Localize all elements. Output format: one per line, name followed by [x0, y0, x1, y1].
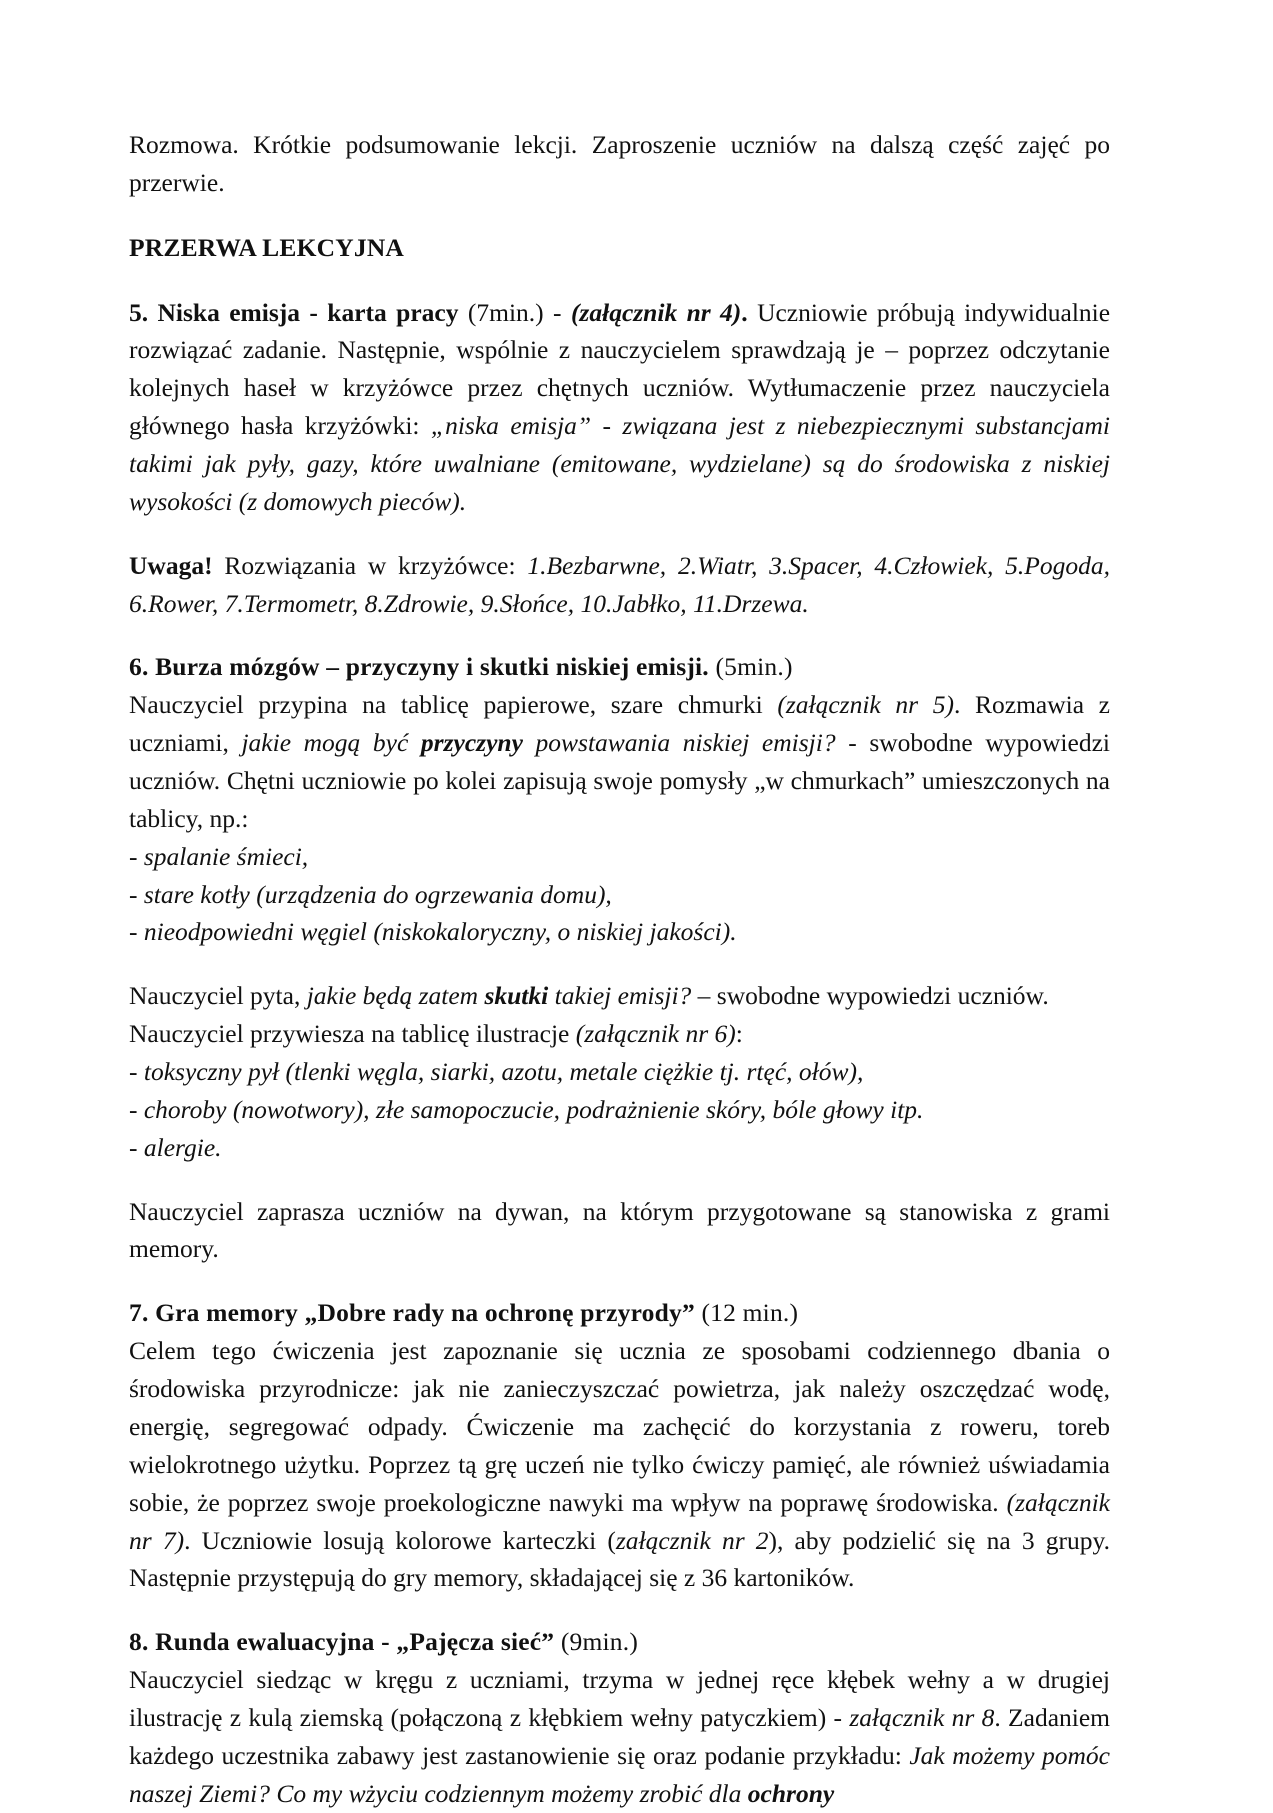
note-answers: 1.Bezbarwne, 2.Wiatr, 3.Spacer, 4.Człowiek, 5.Pogoda, 6.Rower, 7.Termometr, 8.Zdrowie, 9.Słońce, 10.Jabłko, 11.Drzewa. — [129, 550, 1110, 618]
section-6-p2-a: Nauczyciel pyta, — [129, 981, 307, 1011]
section-6-question-b: powstawania niskiej emisji? — [522, 728, 836, 758]
section-7-body-c: ), aby podzielić się na 3 grupy. Następnie przystępują do gry memory, składającej się z 36 kartoników. — [129, 1525, 1111, 1593]
section-5-duration: (7min.) — [467, 297, 544, 327]
section-8-title: 8. Runda ewaluacyjna - „Pajęcza sieć” — [129, 1627, 555, 1657]
section-7-attachment-2: załącznik nr 2 — [615, 1525, 769, 1555]
section-6-p1-b: . Rozmawia z uczniami, — [129, 690, 1110, 758]
section-6-p2-question-a: jakie będą zatem — [306, 981, 485, 1011]
section-8-body-a: Nauczyciel siedząc w kręgu z uczniami, trzyma w jednej ręce kłębek wełny a w drugiej ilustrację z kulą ziemską (połączoną z kłębkiem wełny patyczkiem) - — [129, 1665, 1110, 1732]
section-6-p2-question-b: takiej emisji? — [548, 981, 692, 1011]
section-6-p3-attachment: (załącznik nr 6) — [575, 1019, 736, 1049]
section-8-question-bold: ochrony — [747, 1778, 835, 1808]
section-5-dash: - — [553, 297, 562, 327]
section-8-question: Jak możemy pomóc naszej Ziemi? Co my wżyciu codziennym możemy zrobić dla — [129, 1740, 1111, 1808]
section-5-attachment: (załącznik nr 4) — [570, 297, 742, 327]
cause-item: - spalanie śmieci, — [129, 841, 309, 871]
section-7-body-b: . Uczniowie losują kolorowe karteczki ( — [184, 1525, 616, 1555]
spacer — [129, 951, 1110, 977]
spacer — [129, 267, 1110, 294]
section-6-p2-b: – swobodne wypowiedzi uczniów. — [691, 981, 1049, 1011]
spacer — [129, 1268, 1110, 1294]
section-6-paragraph-2 — [129, 977, 1110, 1015]
section-5-title: 5. Niska emisja - karta pracy — [129, 297, 459, 327]
break-heading: PRZERWA LEKCYJNA — [129, 232, 405, 262]
section-7-body-a: Celem tego ćwiczenia jest zapoznanie się ucznia ze sposobami codziennego dbania o środowiska przyrodnicze: jak nie zanieczyszczać powietrza, jak należy oszczędzać wodę, energię, segregować odpady. Ćwiczenie ma zachęcić do korzystania z roweru, toreb wielokrotnego użytku. Poprzez tą grę uczeń nie tylko ćwiczy pamięć, ale również uświadamia sobie, że poprzez swoje proekologiczne nawyki ma wpływ na poprawę środowiska. — [129, 1336, 1110, 1517]
section-6-paragraph-3 — [129, 1015, 1110, 1053]
spacer — [129, 622, 1110, 648]
section-5-attachment-period: . — [741, 297, 748, 327]
section-5-quoted-term: „niska emisja” — [430, 411, 592, 441]
effect-item: - alergie. — [129, 1132, 222, 1162]
section-6-question-a: jakie mogą być — [241, 728, 421, 758]
effect-item: - toksyczny pył (tlenki węgla, siarki, azotu, metale ciężkie tj. rtęć, ołów), — [129, 1057, 864, 1087]
spacer — [129, 521, 1110, 547]
document-body — [129, 126, 1110, 1813]
section-5-paragraph — [129, 294, 1110, 521]
section-6-p2-question-bold: skutki — [484, 981, 549, 1011]
section-5-body-1: Uczniowie próbują indywidualnie rozwiązać zadanie. Następnie, wspólnie z nauczycielem sprawdzają je – poprzez odczytanie kolejnych haseł w krzyżówce przez chętnych uczniów. Wytłumaczenie przez nauczyciela głównego hasła krzyżówki: — [129, 297, 1111, 441]
section-6-p1-c: - swobodne wypowiedzi uczniów. Chętni uczniowie po kolei zapisują swoje pomysły „w chmurkach” umieszczonych na tablicy, np.: — [129, 728, 1110, 833]
cause-item: - nieodpowiedni węgiel (niskokaloryczny, o niskiej jakości). — [129, 917, 737, 947]
section-7-attachment-1: (załącznik nr 7) — [129, 1487, 1110, 1555]
section-6-heading — [129, 648, 1110, 686]
section-6-question-bold: przyczyny — [420, 728, 523, 758]
section-6-p3-a: Nauczyciel przywiesza na tablicę ilustracje — [129, 1019, 576, 1049]
note-paragraph — [129, 547, 1110, 623]
section-8-duration: (9min.) — [560, 1627, 639, 1657]
cause-item: - stare kotły (urządzenia do ogrzewania domu), — [129, 879, 612, 909]
section-8-body-b: . Zadaniem każdego uczestnika zabawy jest zastanowienie się oraz podanie przykładu: — [129, 1702, 1110, 1770]
effect-item: - choroby (nowotwory), złe samopoczucie, podrażnienie skóry, bóle głowy itp. — [129, 1094, 924, 1124]
note-label: Uwaga! — [129, 550, 213, 580]
section-6-closing: Nauczyciel zaprasza uczniów na dywan, na którym przygotowane są stanowiska z grami memory. — [129, 1196, 1110, 1264]
spacer — [129, 1167, 1110, 1193]
note-lead: Rozwiązania w krzyżówce: — [212, 550, 528, 580]
section-6-p1-attachment: (załącznik nr 5) — [777, 690, 954, 720]
section-5-body-2: - — [591, 411, 623, 441]
section-7-duration: (12 min.) — [701, 1298, 799, 1328]
spacer — [129, 202, 1110, 229]
section-6-title: 6. Burza mózgów – przyczyny i skutki niskiej emisji. — [129, 652, 709, 682]
section-8-attachment: załącznik nr 8 — [849, 1702, 995, 1732]
section-8-paragraph — [129, 1661, 1110, 1812]
intro-paragraph: Rozmowa. Krótkie podsumowanie lekcji. Zaproszenie uczniów na dalszą część zajęć po przerwie. — [129, 130, 1110, 197]
section-5-definition: związana jest z niebezpiecznymi substancjami takimi jak pyły, gazy, które uwalniane (emitowane, wydzielane) są do środowiska z niskiej wysokości (z domowych pieców). — [129, 411, 1110, 516]
section-7-title: 7. Gra memory „Dobre rady na ochronę przyrody” — [129, 1298, 695, 1328]
section-6-duration: (5min.) — [715, 652, 793, 682]
section-6-paragraph-1 — [129, 686, 1110, 837]
section-7-paragraph — [129, 1332, 1110, 1597]
section-6-p1-a: Nauczyciel przypina na tablicę papierowe, szare chmurki — [129, 690, 778, 720]
spacer — [129, 1597, 1110, 1623]
section-8-heading — [129, 1623, 1110, 1661]
section-7-heading — [129, 1294, 1110, 1332]
section-6-p3-b: : — [735, 1019, 743, 1049]
